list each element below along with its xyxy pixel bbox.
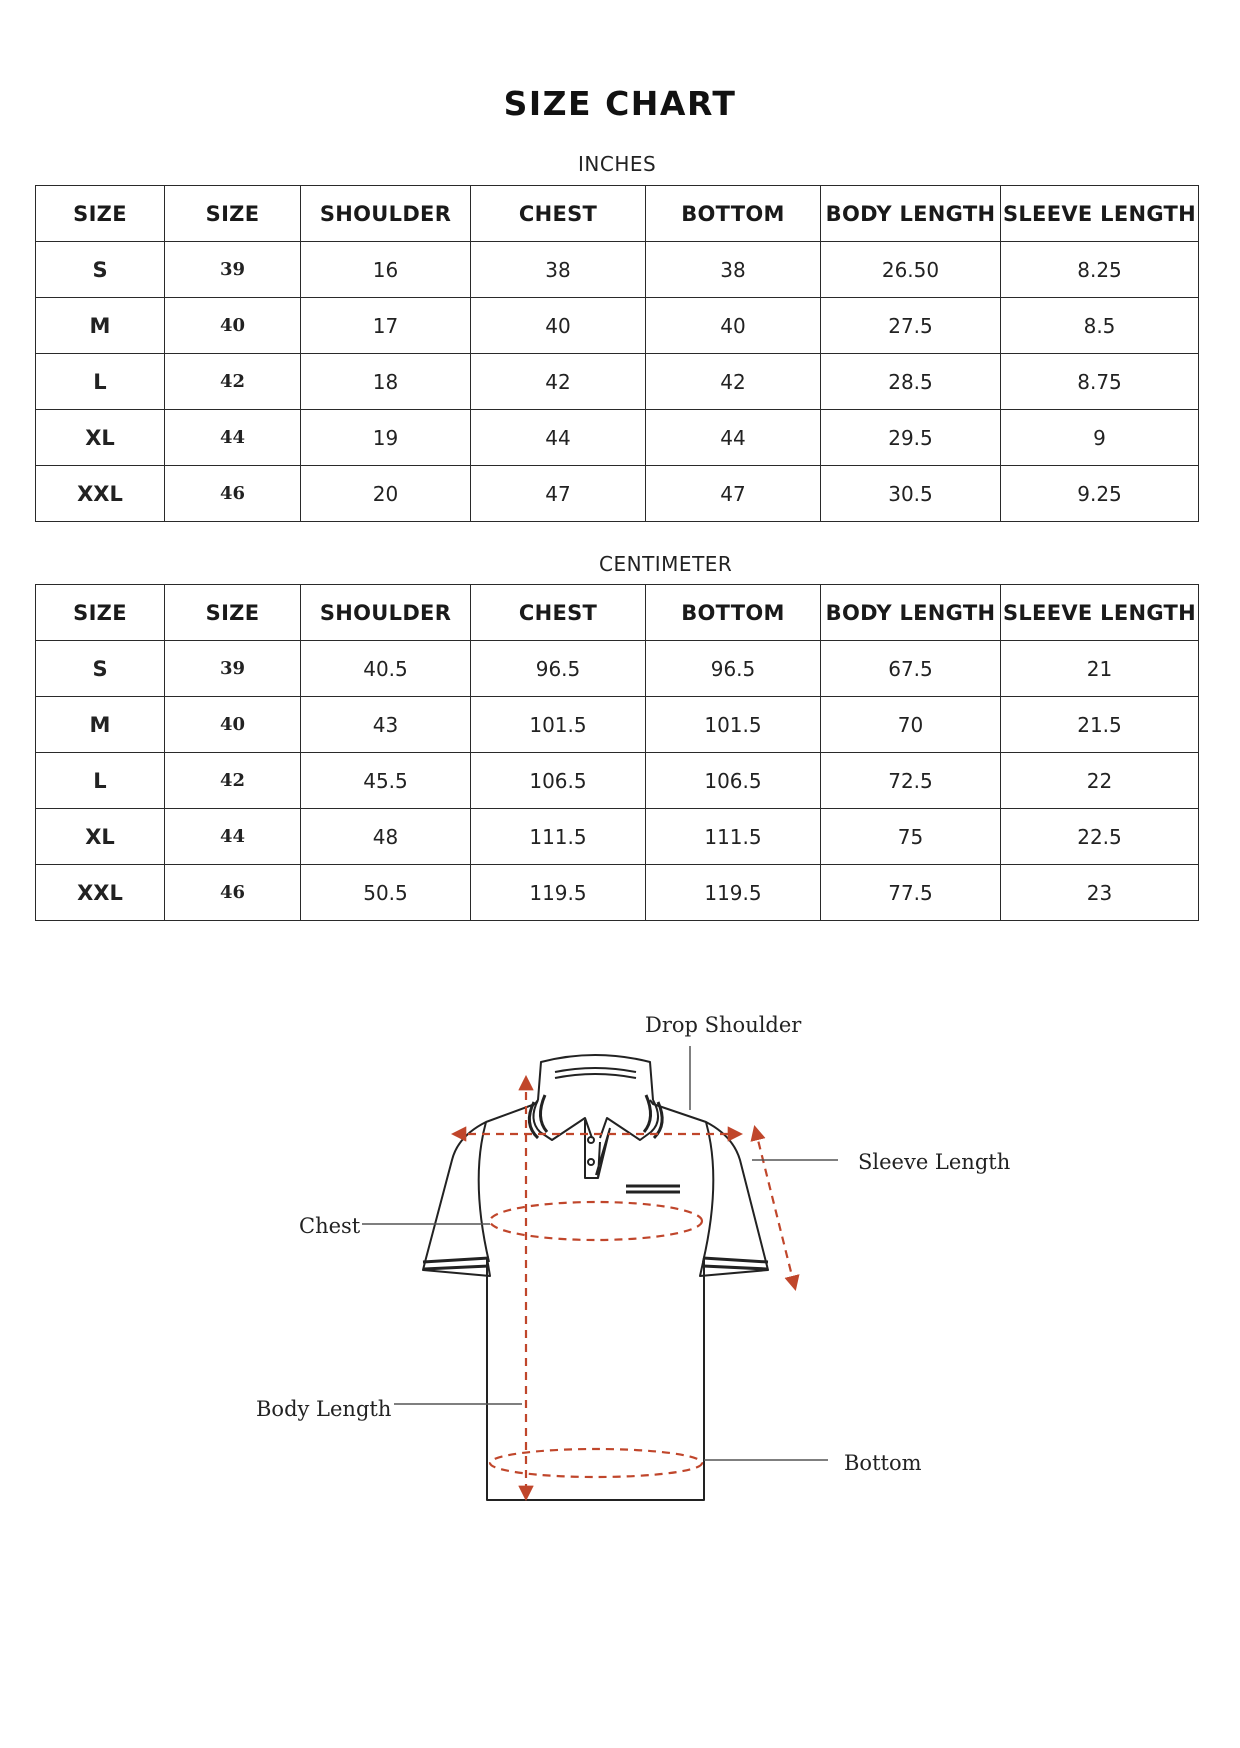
- cell-body-length: 67.5: [821, 641, 1001, 697]
- shirt-outline: [423, 1055, 768, 1500]
- cell-chest: 40: [471, 298, 646, 354]
- cell-size-number: 42: [165, 354, 301, 410]
- button-top: [588, 1137, 594, 1143]
- header-body-length: BODY LENGTH: [821, 585, 1001, 641]
- inches-table: [35, 185, 1199, 522]
- collar-left: [533, 1100, 592, 1140]
- cell-sleeve-length: 9: [1001, 410, 1199, 466]
- button-bottom: [588, 1159, 594, 1165]
- cell-bottom: 96.5: [646, 641, 821, 697]
- cell-size: L: [36, 753, 165, 809]
- header-bottom: BOTTOM: [646, 186, 821, 242]
- cell-body-length: 28.5: [821, 354, 1001, 410]
- cell-size-number: 44: [165, 809, 301, 865]
- cell-body-length: 26.50: [821, 242, 1001, 298]
- cell-size-number: 40: [165, 298, 301, 354]
- cell-size: S: [36, 242, 165, 298]
- cell-body-length: 27.5: [821, 298, 1001, 354]
- cell-sleeve-length: 8.5: [1001, 298, 1199, 354]
- cell-bottom: 111.5: [646, 809, 821, 865]
- label-body-length: Body Length: [256, 1397, 392, 1421]
- header-sleeve-length: SLEEVE LENGTH: [1001, 186, 1199, 242]
- header-sleeve-length: SLEEVE LENGTH: [1001, 585, 1199, 641]
- collar-right-tip: [644, 1095, 662, 1138]
- cell-size: XXL: [36, 865, 165, 921]
- inches-caption: INCHES: [578, 152, 657, 176]
- cell-body-length: 70: [821, 697, 1001, 753]
- label-bottom: Bottom: [844, 1451, 922, 1475]
- cell-bottom: 119.5: [646, 865, 821, 921]
- cell-shoulder: 45.5: [301, 753, 471, 809]
- chest-ellipse: [490, 1202, 702, 1240]
- cell-shoulder: 19: [301, 410, 471, 466]
- collar-right: [600, 1100, 658, 1140]
- centimeter-table: [35, 584, 1199, 921]
- cell-size-number: 46: [165, 865, 301, 921]
- cell-bottom: 47: [646, 466, 821, 522]
- cell-body-length: 30.5: [821, 466, 1001, 522]
- cell-size-number: 42: [165, 753, 301, 809]
- placket: [585, 1120, 610, 1178]
- cell-chest: 44: [471, 410, 646, 466]
- cell-shoulder: 43: [301, 697, 471, 753]
- cell-shoulder: 40.5: [301, 641, 471, 697]
- cell-sleeve-length: 8.75: [1001, 354, 1199, 410]
- cell-sleeve-length: 21.5: [1001, 697, 1199, 753]
- label-sleeve-length: Sleeve Length: [858, 1150, 1011, 1174]
- header-size: SIZE: [36, 186, 165, 242]
- cell-chest: 111.5: [471, 809, 646, 865]
- cell-sleeve-length: 22.5: [1001, 809, 1199, 865]
- pocket-mark: [626, 1186, 680, 1192]
- header-bottom: BOTTOM: [646, 585, 821, 641]
- cell-sleeve-length: 9.25: [1001, 466, 1199, 522]
- cell-size: XL: [36, 809, 165, 865]
- bottom-ellipse: [490, 1449, 702, 1477]
- left-sleeve-seam: [479, 1122, 489, 1262]
- cell-bottom: 44: [646, 410, 821, 466]
- cell-body-length: 72.5: [821, 753, 1001, 809]
- cell-shoulder: 18: [301, 354, 471, 410]
- right-sleeve-seam: [703, 1122, 713, 1262]
- cell-size: L: [36, 354, 165, 410]
- measurement-guides: [454, 1078, 795, 1498]
- cell-chest: 47: [471, 466, 646, 522]
- cell-bottom: 38: [646, 242, 821, 298]
- table-row: [36, 466, 1199, 522]
- centimeter-caption: CENTIMETER: [599, 552, 733, 576]
- cell-bottom: 106.5: [646, 753, 821, 809]
- cell-size: XL: [36, 410, 165, 466]
- cell-chest: 106.5: [471, 753, 646, 809]
- header-size-number: SIZE: [165, 585, 301, 641]
- table-header-row: [36, 585, 1199, 641]
- cell-size: XXL: [36, 466, 165, 522]
- cell-size-number: 39: [165, 641, 301, 697]
- cell-size-number: 46: [165, 466, 301, 522]
- cell-bottom: 40: [646, 298, 821, 354]
- collar-left-tip: [529, 1095, 547, 1138]
- cell-sleeve-length: 8.25: [1001, 242, 1199, 298]
- collar-back: [538, 1055, 653, 1100]
- cell-body-length: 77.5: [821, 865, 1001, 921]
- cell-size: M: [36, 697, 165, 753]
- cell-shoulder: 48: [301, 809, 471, 865]
- right-cuff: [703, 1258, 768, 1269]
- shirt-body: [423, 1100, 768, 1500]
- cell-size-number: 39: [165, 242, 301, 298]
- cell-size: M: [36, 298, 165, 354]
- cell-shoulder: 17: [301, 298, 471, 354]
- table-row: [36, 298, 1199, 354]
- header-shoulder: SHOULDER: [301, 585, 471, 641]
- cell-chest: 42: [471, 354, 646, 410]
- cell-chest: 119.5: [471, 865, 646, 921]
- header-size: SIZE: [36, 585, 165, 641]
- cell-chest: 96.5: [471, 641, 646, 697]
- cell-shoulder: 50.5: [301, 865, 471, 921]
- header-shoulder: SHOULDER: [301, 186, 471, 242]
- table-row: [36, 354, 1199, 410]
- cell-sleeve-length: 22: [1001, 753, 1199, 809]
- page-title: SIZE CHART: [503, 84, 737, 123]
- table-row: [36, 410, 1199, 466]
- table-row: [36, 809, 1199, 865]
- left-cuff: [423, 1258, 489, 1269]
- leader-lines: [362, 1046, 838, 1460]
- cell-chest: 38: [471, 242, 646, 298]
- cell-body-length: 29.5: [821, 410, 1001, 466]
- cell-size-number: 44: [165, 410, 301, 466]
- cell-body-length: 75: [821, 809, 1001, 865]
- table-row: [36, 865, 1199, 921]
- cell-shoulder: 20: [301, 466, 471, 522]
- cell-chest: 101.5: [471, 697, 646, 753]
- table-header-row: [36, 186, 1199, 242]
- cell-shoulder: 16: [301, 242, 471, 298]
- table-row: [36, 242, 1199, 298]
- header-body-length: BODY LENGTH: [821, 186, 1001, 242]
- header-chest: CHEST: [471, 585, 646, 641]
- table-row: [36, 641, 1199, 697]
- header-size-number: SIZE: [165, 186, 301, 242]
- label-chest: Chest: [299, 1214, 361, 1238]
- header-chest: CHEST: [471, 186, 646, 242]
- cell-sleeve-length: 23: [1001, 865, 1199, 921]
- table-row: [36, 697, 1199, 753]
- sleeve-length-arrow: [755, 1128, 795, 1288]
- collar-band: [555, 1068, 636, 1078]
- cell-bottom: 101.5: [646, 697, 821, 753]
- cell-bottom: 42: [646, 354, 821, 410]
- cell-sleeve-length: 21: [1001, 641, 1199, 697]
- label-drop-shoulder: Drop Shoulder: [645, 1013, 802, 1037]
- cell-size-number: 40: [165, 697, 301, 753]
- table-row: [36, 753, 1199, 809]
- cell-size: S: [36, 641, 165, 697]
